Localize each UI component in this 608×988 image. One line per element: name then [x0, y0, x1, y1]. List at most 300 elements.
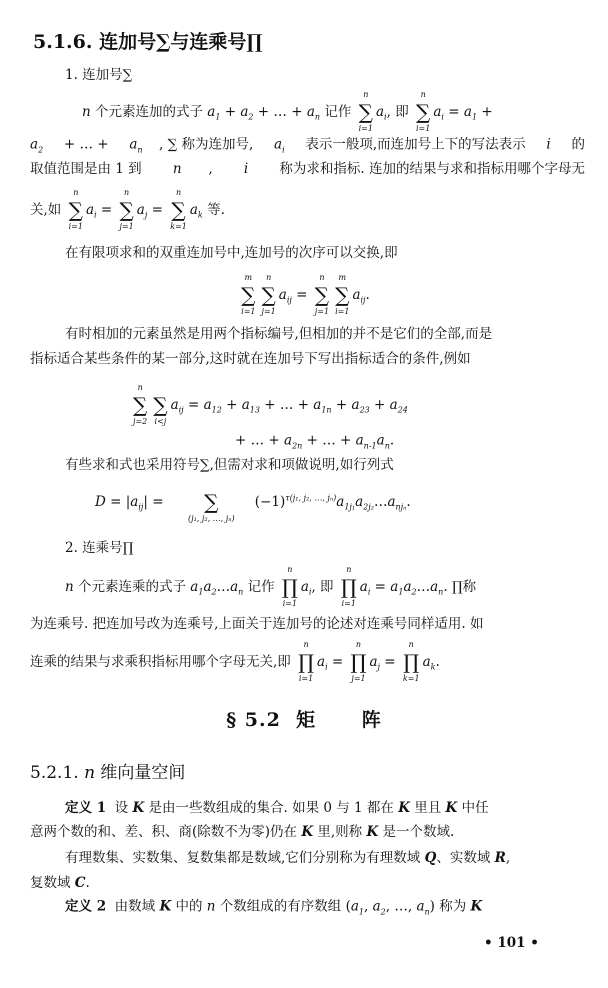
- math-variable: [130, 492, 143, 513]
- text: =: [147, 202, 168, 218]
- subscript: i: [384, 112, 387, 122]
- subscript: 2n: [292, 441, 303, 451]
- variable-name: a: [416, 898, 425, 915]
- subscript: 1: [358, 907, 365, 917]
- math-variable: [30, 135, 43, 156]
- sigma-symbol: ∑: [261, 283, 276, 307]
- subscript: n: [424, 907, 430, 917]
- text: +: [221, 397, 242, 413]
- text-line: [30, 159, 585, 179]
- upper-limit: n: [73, 188, 79, 197]
- definition-label: 定义 2: [65, 899, 107, 915]
- variable-name: a: [355, 493, 364, 510]
- subscript: n: [384, 441, 390, 451]
- subscript: n: [137, 145, 143, 155]
- math-variable: [284, 431, 302, 452]
- text: + … +: [253, 104, 307, 120]
- math-variable: [430, 577, 443, 598]
- math-variable: [369, 652, 380, 673]
- variable-name: a: [129, 136, 138, 153]
- formula: [95, 480, 411, 524]
- product-symbol: ∏: [281, 575, 298, 599]
- variable-name: a: [376, 432, 385, 449]
- text: 5.1.6. 连加号∑与连乘号∏: [33, 31, 263, 53]
- text: 是一个数域.: [378, 824, 455, 840]
- text: 5.2.1.: [30, 763, 85, 783]
- sigma-symbol: ∑: [241, 283, 256, 307]
- variable-name: a: [189, 201, 198, 218]
- text-line: [30, 822, 454, 842]
- text: +: [331, 397, 352, 413]
- text: 在有限项求和的双重连加号中,连加号的次序可以交换,即: [65, 245, 398, 261]
- summation-operator: [69, 188, 83, 232]
- math-variable: [390, 395, 408, 416]
- variable-name: D: [95, 494, 106, 510]
- text: 有时相加的元素虽然是用两个指标编号,但相加的并不是它们的全部,而是: [65, 326, 493, 342]
- text: ,: [505, 850, 511, 866]
- math-variable: [244, 159, 248, 179]
- variable-name: a: [300, 578, 309, 595]
- lower-limit: i=1: [282, 599, 298, 608]
- subscript: 1j₁: [344, 502, 356, 512]
- variable-name: a: [369, 653, 378, 670]
- text: +: [220, 104, 241, 120]
- math-variable: [352, 285, 365, 306]
- subscript: ij: [360, 295, 366, 305]
- text: | =: [143, 494, 185, 510]
- math-variable: [171, 395, 184, 416]
- lower-limit: i=1: [298, 674, 314, 683]
- text: .: [365, 287, 370, 303]
- chapter-heading: [0, 707, 608, 733]
- product-operator: [403, 640, 420, 684]
- subscript: ij: [178, 405, 184, 415]
- math-variable: [190, 577, 203, 598]
- lower-limit: k=1: [170, 222, 187, 231]
- subscript: n: [438, 587, 444, 597]
- text: 等.: [202, 202, 225, 218]
- upper-limit: n: [346, 565, 352, 574]
- math-variable: [403, 577, 416, 598]
- formula-line: [30, 188, 225, 232]
- math-variable: [416, 897, 429, 918]
- math-variable: [307, 102, 320, 123]
- variable-name: n: [172, 161, 182, 177]
- product-symbol: ∏: [403, 650, 420, 674]
- subscript: n: [238, 587, 244, 597]
- text: +: [477, 104, 493, 120]
- sigma-symbol: ∑: [204, 490, 219, 514]
- upper-limit: n: [420, 90, 426, 99]
- text: + … +: [259, 397, 314, 413]
- text: + … +: [235, 433, 284, 449]
- text: 、实数域: [436, 850, 495, 866]
- summation-operator: [359, 90, 373, 134]
- variable-name: n: [82, 104, 91, 120]
- text: § 5.2 矩 阵: [226, 709, 382, 731]
- subscript: n-1: [363, 441, 377, 451]
- text: 维向量空间: [95, 763, 186, 783]
- formula-line: [82, 90, 493, 134]
- field-symbol: K: [132, 800, 145, 816]
- text: 为连乘号. 把连加号改为连乘号,上面关于连加号的论述对连乘号同样适用. 如: [30, 616, 484, 632]
- summation-operator: [188, 480, 235, 524]
- variable-name: a: [422, 653, 431, 670]
- superscript: τ(j₁, j₂, …, jₙ): [285, 493, 337, 503]
- upper-limit: m: [244, 273, 253, 282]
- text: = |: [105, 494, 131, 510]
- subscript: 1: [198, 587, 204, 597]
- sigma-symbol: ∑: [119, 198, 134, 222]
- text: 记作: [243, 579, 279, 595]
- subscript: 1: [215, 112, 221, 122]
- subscript: 1: [471, 112, 478, 122]
- summation-operator: [153, 383, 167, 427]
- text: =: [380, 654, 400, 670]
- variable-name: a: [313, 396, 322, 413]
- lower-limit: i=1: [68, 222, 83, 231]
- lower-limit: (j₁, j₂, …, jₙ): [188, 514, 235, 523]
- text: …: [216, 579, 231, 595]
- subscript: 1: [398, 587, 404, 597]
- text: 个元素连乘的式子: [73, 579, 191, 595]
- variable-name: a: [30, 136, 39, 153]
- math-variable: [373, 897, 386, 918]
- text: =: [183, 397, 204, 413]
- subscript: j: [144, 210, 148, 220]
- math-variable: [207, 897, 216, 917]
- text: 的: [567, 137, 585, 153]
- upper-limit: m: [338, 273, 347, 282]
- definition-label: 定义 1: [65, 800, 107, 816]
- section-heading: [33, 29, 262, 55]
- subscript: j: [377, 662, 381, 672]
- math-variable: [376, 102, 387, 123]
- product-operator: [341, 565, 357, 609]
- subscript: 1n: [321, 405, 332, 415]
- math-variable: [352, 395, 370, 416]
- variable-name: a: [170, 396, 179, 413]
- upper-limit: n: [363, 90, 369, 99]
- text: . ∏称: [443, 579, 477, 595]
- math-variable: [190, 200, 203, 221]
- text: 2. 连乘号∏: [65, 540, 134, 556]
- text: 称为求和指标. 连加的结果与求和指标用哪个字母无: [275, 161, 585, 177]
- math-variable: [351, 897, 364, 918]
- page-number: [484, 933, 539, 953]
- variable-name: a: [203, 396, 212, 413]
- section-heading: [30, 761, 185, 785]
- text: …: [373, 494, 388, 510]
- variable-name: a: [190, 578, 199, 595]
- field-symbol: K: [445, 800, 458, 816]
- text: 由数域: [106, 899, 160, 915]
- text: ,: [364, 899, 373, 915]
- text: =: [96, 202, 117, 218]
- field-symbol: K: [470, 899, 483, 915]
- lower-limit: i<j: [154, 417, 167, 426]
- math-variable: [464, 102, 477, 123]
- text-line: [65, 455, 394, 475]
- text: 表示一般项,而连加号上下的写法表示: [301, 137, 530, 153]
- variable-name: a: [241, 396, 250, 413]
- subscript: 12: [211, 405, 222, 415]
- math-variable: [65, 577, 74, 597]
- variable-name: a: [130, 493, 139, 510]
- subscript: 2: [411, 587, 417, 597]
- subscript: i: [367, 587, 371, 597]
- product-symbol: ∏: [340, 575, 357, 599]
- text-line: [30, 614, 585, 634]
- text: +: [369, 397, 390, 413]
- lower-limit: k=1: [402, 674, 420, 683]
- text: , ∑ 称为连加号,: [158, 137, 258, 153]
- math-variable: [423, 652, 436, 673]
- math-variable: [377, 431, 390, 452]
- math-variable: [360, 577, 371, 598]
- math-variable: [137, 200, 148, 221]
- subsection-label: [65, 65, 132, 85]
- subscript: i: [94, 210, 97, 220]
- math-variable: [82, 102, 91, 122]
- variable-name: a: [278, 286, 287, 303]
- variable-name: a: [230, 578, 239, 595]
- field-symbol: K: [366, 824, 379, 840]
- subscript: 2j₂: [363, 502, 374, 512]
- variable-name: a: [351, 396, 360, 413]
- text-line: [65, 848, 510, 868]
- subscript: ij: [286, 295, 292, 305]
- text: 中任: [457, 800, 489, 816]
- lower-limit: i=1: [415, 124, 431, 133]
- upper-limit: n: [303, 640, 309, 649]
- variable-name: a: [390, 578, 399, 595]
- lower-limit: i=1: [341, 599, 356, 608]
- text: 复数域: [30, 875, 75, 891]
- sigma-symbol: ∑: [314, 283, 330, 307]
- formula-line: [30, 640, 440, 684]
- math-variable: [230, 577, 243, 598]
- field-symbol: K: [398, 800, 410, 816]
- variable-name: i: [243, 161, 249, 177]
- sigma-symbol: ∑: [133, 393, 148, 417]
- math-variable: [240, 102, 253, 123]
- text: 中的: [171, 899, 207, 915]
- math-variable: [356, 431, 377, 452]
- math-variable: [546, 135, 550, 155]
- text: =: [443, 104, 464, 120]
- sigma-symbol: ∑: [68, 198, 83, 222]
- subscript: i: [308, 587, 312, 597]
- subscript: 13: [249, 405, 260, 415]
- field-symbol: C: [74, 875, 86, 891]
- lower-limit: i=1: [241, 307, 256, 316]
- subscript: 24: [397, 405, 408, 415]
- variable-name: a: [355, 432, 364, 449]
- text-line: [30, 873, 90, 893]
- text: 设: [106, 800, 133, 816]
- subscript: n: [314, 112, 321, 122]
- text: =: [327, 654, 348, 670]
- text: , …,: [385, 899, 417, 915]
- text: ,: [208, 161, 218, 177]
- variable-name: a: [387, 493, 396, 510]
- text: 里且: [409, 800, 446, 816]
- text: 有理数集、实数集、复数集都是数域,它们分别称为有理数域: [65, 850, 425, 866]
- text: .: [85, 875, 90, 891]
- math-variable: [317, 652, 328, 673]
- variable-name: a: [85, 201, 95, 218]
- math-variable: [84, 761, 95, 785]
- variable-name: a: [317, 653, 326, 670]
- lower-limit: i=1: [335, 307, 350, 316]
- text: • 101 •: [484, 935, 539, 951]
- lower-limit: j=2: [133, 417, 148, 426]
- subscript: 2: [38, 145, 44, 155]
- product-operator: [282, 565, 298, 609]
- summation-operator: [335, 273, 349, 317]
- variable-name: a: [372, 898, 381, 915]
- text: =: [291, 287, 312, 303]
- sigma-symbol: ∑: [416, 100, 431, 124]
- text: 连乘的结果与求乘积指标用哪个字母无关,即: [30, 654, 296, 670]
- formula-line: [65, 565, 476, 609]
- summation-operator: [170, 188, 187, 232]
- subscript: 23: [359, 405, 370, 415]
- math-variable: [173, 159, 182, 179]
- variable-name: a: [306, 103, 315, 120]
- sigma-symbol: ∑: [153, 393, 168, 417]
- product-symbol: ∏: [298, 650, 315, 674]
- field-symbol: Q: [424, 850, 437, 866]
- product-symbol: ∏: [350, 650, 367, 674]
- upper-limit: n: [124, 188, 130, 197]
- text: 指标适合某些条件的某一部分,这时就在连加号下写出指标适合的条件,例如: [30, 351, 471, 367]
- math-variable: [279, 285, 292, 306]
- sigma-symbol: ∑: [335, 283, 350, 307]
- field-symbol: K: [301, 824, 314, 840]
- formula: [130, 383, 408, 427]
- summation-operator: [241, 273, 255, 317]
- text: (−1): [237, 494, 286, 510]
- text: + … +: [59, 137, 113, 153]
- math-variable: [95, 492, 106, 512]
- variable-name: i: [546, 137, 551, 153]
- field-symbol: R: [494, 850, 506, 866]
- variable-name: a: [430, 578, 439, 595]
- math-variable: [313, 395, 331, 416]
- math-variable: [390, 577, 403, 598]
- variable-name: a: [375, 103, 385, 120]
- variable-name: a: [203, 578, 212, 595]
- text: ) 称为: [429, 899, 471, 915]
- variable-name: a: [240, 103, 249, 120]
- subsection-label: [65, 538, 133, 558]
- math-variable: [203, 577, 216, 598]
- text-line: [65, 324, 492, 344]
- subscript: i: [325, 662, 328, 672]
- text-line: [30, 349, 585, 369]
- lower-limit: j=1: [314, 307, 330, 316]
- subscript: ij: [138, 502, 144, 512]
- variable-name: a: [350, 898, 359, 915]
- text: , 即: [311, 579, 338, 595]
- summation-operator: [119, 188, 133, 232]
- variable-name: n: [206, 899, 216, 915]
- sigma-symbol: ∑: [358, 100, 373, 124]
- lower-limit: j=1: [119, 222, 134, 231]
- text: 个数组成的有序数组 (: [215, 899, 351, 915]
- variable-name: a: [359, 578, 368, 595]
- summation-operator: [416, 90, 430, 134]
- text: …: [416, 579, 431, 595]
- lower-limit: j=1: [261, 307, 276, 316]
- subscript: i: [441, 112, 444, 122]
- text-line: [65, 798, 489, 818]
- variable-name: a: [463, 103, 472, 120]
- variable-name: a: [433, 103, 442, 120]
- text: 是由一些数组成的集合. 如果 0 与 1 都在: [144, 800, 399, 816]
- subscript: 2: [211, 587, 217, 597]
- upper-limit: n: [266, 273, 272, 282]
- text: 1. 连加号∑: [65, 67, 133, 83]
- text: 记作: [320, 104, 356, 120]
- variable-name: a: [284, 432, 293, 449]
- field-symbol: K: [159, 899, 172, 915]
- variable-name: a: [207, 103, 216, 120]
- text-line: [30, 135, 585, 156]
- formula: [0, 273, 608, 317]
- lower-limit: i=1: [358, 124, 373, 133]
- math-variable: [433, 102, 444, 123]
- subscript: njₙ: [395, 502, 407, 512]
- subscript: 2: [380, 907, 386, 917]
- variable-name: n: [84, 763, 96, 783]
- text: 意两个数的和、差、积、商(除数不为零)仍在: [30, 824, 302, 840]
- variable-name: a: [389, 396, 398, 413]
- summation-operator: [315, 273, 329, 317]
- subscript: i: [282, 145, 285, 155]
- math-variable: [242, 395, 260, 416]
- text: , 即: [386, 104, 413, 120]
- math-variable: [285, 492, 336, 512]
- upper-limit: n: [319, 273, 325, 282]
- variable-name: a: [403, 578, 412, 595]
- variable-name: a: [274, 136, 283, 153]
- text: 有些求和式也采用符号∑,但需对求和项做说明,如行列式: [65, 457, 394, 473]
- subscript: 2: [248, 112, 254, 122]
- text: 个元素连加的式子: [90, 104, 208, 120]
- text: =: [370, 579, 391, 595]
- text: .: [389, 433, 395, 449]
- math-variable: [207, 102, 220, 123]
- text: 取值范围是由 1 到: [30, 161, 146, 177]
- subscript: k: [430, 662, 436, 672]
- summation-operator: [133, 383, 147, 427]
- formula: [235, 431, 394, 452]
- math-variable: [274, 135, 285, 156]
- product-operator: [298, 640, 314, 684]
- math-variable: [336, 492, 355, 513]
- variable-name: a: [352, 286, 361, 303]
- variable-name: n: [65, 579, 74, 595]
- math-variable: [355, 492, 374, 513]
- upper-limit: n: [137, 383, 143, 392]
- text: + … +: [302, 433, 356, 449]
- text: .: [406, 494, 411, 510]
- lower-limit: j=1: [351, 674, 366, 683]
- text: 里,则称: [313, 824, 367, 840]
